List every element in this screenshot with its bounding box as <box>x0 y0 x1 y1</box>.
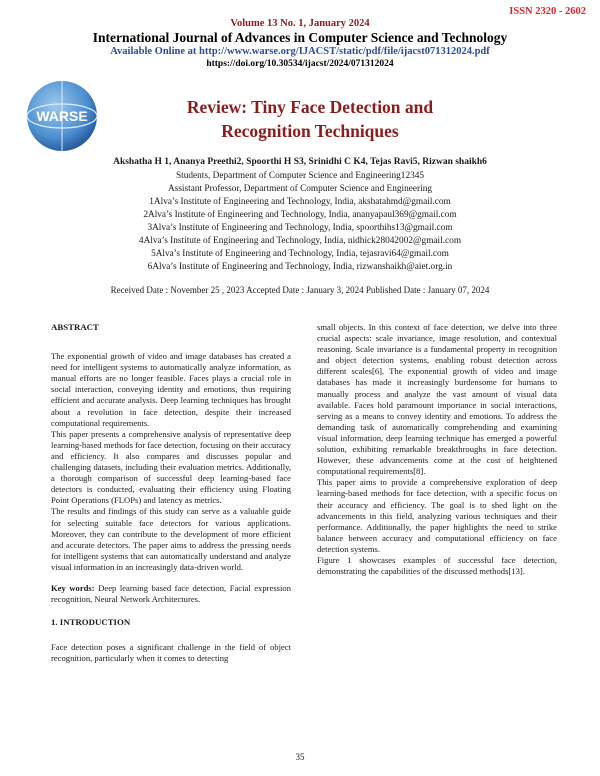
paper-title-line2: Recognition Techniques <box>221 121 399 141</box>
publication-dates: Received Date : November 25 , 2023 Accepted Date : January 3, 2024 Published Date : January 07, 2024 <box>110 285 490 295</box>
right-column <box>317 322 557 577</box>
page-number: 35 <box>295 752 305 762</box>
right-paragraph-3: Figure 1 showcases examples of successful face detection, demonstrating the capabilities of the discussed methods[13]. <box>317 554 557 577</box>
keywords-label: Key words: <box>51 582 95 593</box>
paper-title <box>130 95 490 143</box>
affiliation-6: 6Alva’s Institute of Engineering and Technology, India, rizwanshaikh@aiet.org.in <box>147 262 453 272</box>
right-paragraph-1: small objects. In this context of face detection, we delve into three crucial aspects: scale invariance, image resolution, and contextual reasoning. Scale invariance is a fundamental property in recognition and object detection systems, enabling robust detection across different scales[6]. The exponential growth of video and image databases has made it increasingly burdensome for humans to manually process and analyze the vast amount of visual data available. Faces hold paramount importance in social interactions, serving as a means to convey identity and emotions. To address the demanding task of automatically comprehending and examining visual information, deep learning technique has emerged a powerful solution, exhibiting remarkable breakthroughs in face detection. However, these advancements come at the cost of heightened computational requirements[8]. <box>317 322 557 477</box>
volume-line: Volume 13 No. 1, January 2024 <box>230 18 370 29</box>
affiliation-4: 4Alva’s Institute of Engineering and Technology, India, nidhick28042002@gmail.com <box>138 236 462 246</box>
issn-label: ISSN 2320 - 2602 <box>509 6 586 17</box>
intro-paragraph-1: Face detection poses a significant challenge in the field of object recognition, particularly when it comes to detecting <box>51 642 291 664</box>
students-line: Students, Department of Computer Science and Engineering12345 <box>175 171 425 181</box>
logo-text: WARSE <box>36 108 88 124</box>
abstract-heading: ABSTRACT <box>51 322 99 332</box>
abstract-paragraph-2: This paper presents a comprehensive analysis of representative deep learning-based methods for face detection, focusing on their accuracy and efficiency. It also compares and discusses popular and challenging datasets, including their evaluation metrics. Additionally, a thorough comparison of successful deep learning-based face detectors is conducted, evaluating their efficiency using Floating Point Operations (FLOPs) and latency as metrics. <box>51 428 291 506</box>
journal-title: International Journal of Advances in Computer Science and Technology <box>92 30 508 45</box>
available-online-link[interactable]: Available Online at http://www.warse.org/IJACST/static/pdf/file/ijacst071312024.pdf <box>110 46 490 57</box>
doi-link[interactable]: https://doi.org/10.30534/ijacst/2024/071312024 <box>206 59 394 69</box>
keywords-text: Deep learning based face detection, Facial expression recognition, Neural Network Architectures. <box>51 582 291 605</box>
right-paragraph-2: This paper aims to provide a comprehensive exploration of deep learning-based methods for face detection, with a specific focus on their accuracy and efficiency. The goal is to shed light on the advancements in this field, analyzing various techniques and their performance. Additionally, the paper highlights the need to strike balance between accuracy and computational efficiency on face detection systems. <box>317 477 557 554</box>
affiliation-5: 5Alva’s Institute of Engineering and Technology, India, tejasravi64@gmail.com <box>151 249 449 259</box>
paper-title-line1: Review: Tiny Face Detection and <box>186 97 434 117</box>
abstract-paragraph-1: The exponential growth of video and image databases has created a need for intelligent systems to automatically analyze information, as manual efforts are no longer feasible. Faces plays a crucial role in social interaction, conveying identity and emotions, thus requiring efficient and accurate analysis. Deep learning techniques has brought about a revolution in face detection, despite their increased computational requirements. <box>51 351 291 428</box>
abstract-paragraph-3: The results and findings of this study can serve as a valuable guide for selecting suitable face detectors for various applications. Moreover, they can contribute to the development of more efficient and accurate detectors. The paper aims to address the pressing needs for intelligent systems that can automatically understand and analyze visual information in an increasingly data-driven world. <box>51 506 291 572</box>
author-list: Akshatha H 1, Ananya Preethi2, Spoorthi H S3, Srinidhi C K4, Tejas Ravi5, Rizwan shaikh6 <box>113 157 487 167</box>
affiliation-1: 1Alva’s Institute of Engineering and Technology, India, akshatahmd@gmail.com <box>149 197 451 207</box>
assistant-line: Assistant Professor, Department of Computer Science and Engineering <box>167 184 432 194</box>
warse-logo <box>24 78 100 154</box>
keywords <box>51 583 291 605</box>
left-column <box>51 322 291 664</box>
affiliation-2: 2Alva’s Institute of Engineering and Technology, India, ananyapaul369@gmail.com <box>143 210 457 220</box>
introduction-heading: 1. INTRODUCTION <box>51 617 131 628</box>
affiliation-3: 3Alva’s Institute of Engineering and Technology, India, spoorthihs13@gmail.com <box>147 223 453 233</box>
